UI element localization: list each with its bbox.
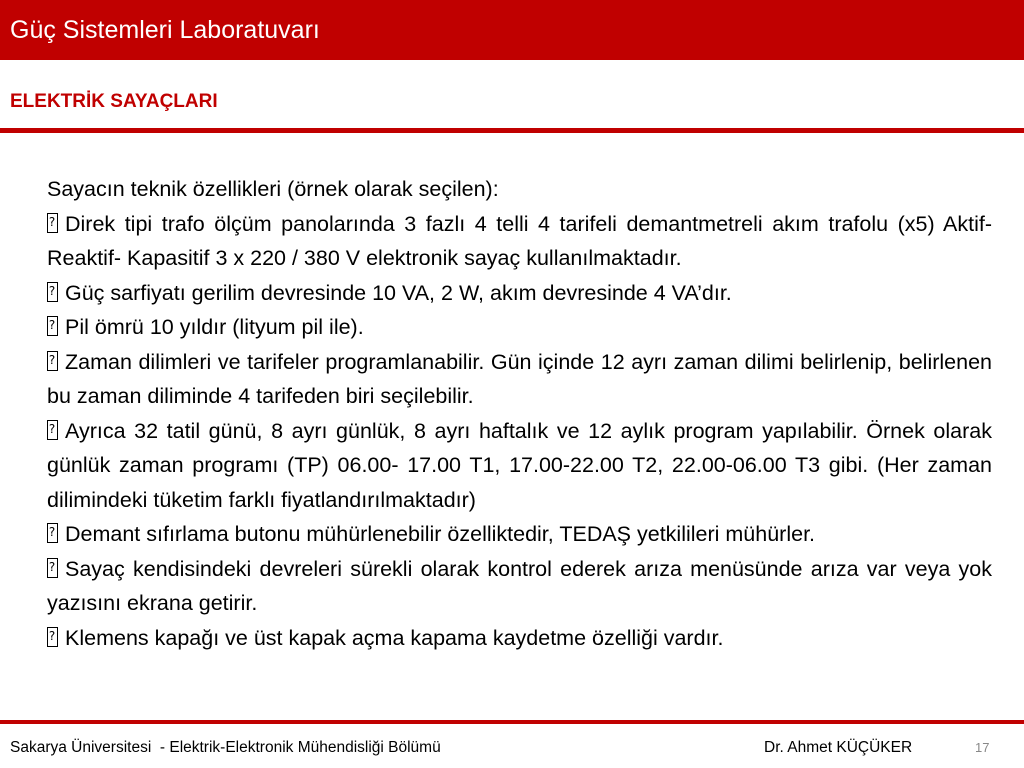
content-body [47,172,992,655]
bullet-text: Klemens kapağı ve üst kapak açma kapama kaydetme özelliği vardır. [65,625,724,650]
bullet-item [47,207,992,276]
bottom-divider [0,720,1024,724]
bullet-item [47,517,992,552]
missing-glyph-box-icon [47,316,58,336]
missing-glyph-box-icon [47,213,58,233]
bullet-text: Güç sarfiyatı gerilim devresinde 10 VA, 2 W, akım devresinde 4 VA’dır. [65,280,732,305]
missing-glyph-box-icon [47,523,58,543]
missing-glyph-box-icon [47,282,58,302]
page-number: 17 [975,740,990,755]
bullet-text: Demant sıfırlama butonu mühürlenebilir özelliktedir, TEDAŞ yetkilileri mühürler. [65,522,816,546]
intro-paragraph: Sayacın teknik özellikleri (örnek olarak seçilen): [47,177,499,201]
header-title: Güç Sistemleri Laboratuvarı [10,16,320,44]
bullet-item [47,621,992,656]
bullet-text: Direk tipi trafo ölçüm panolarında 3 fazlı 4 telli 4 tarifeli demantmetreli akım trafolu (x5) Aktif- Reaktif- Kapasitif 3 x 220 / 380 V elektronik sayaç kullanılmaktadır. [47,211,992,270]
bullet-text: Zaman dilimleri ve tarifeler programlanabilir. Gün içinde 12 ayrı zaman dilimi belirlenip, belirlenen bu zaman diliminde 4 tarifeden biri seçilebilir. [47,349,992,408]
missing-glyph-box-icon [47,351,58,371]
bullet-text: Pil ömrü 10 yıldır (lityum pil ile). [65,315,364,339]
missing-glyph-box-icon [47,420,58,440]
bullet-text: Sayaç kendisindeki devreleri sürekli olarak kontrol ederek arıza menüsünde arıza var veya yok yazısını ekrana getirir. [47,556,992,615]
bullet-item [47,310,992,345]
section-title: ELEKTRİK SAYAÇLARI [10,91,218,112]
bullet-item [47,552,992,621]
footer-institution: Sakarya Üniversitesi - Elektrik-Elektronik Mühendisliği Bölümü [10,739,441,756]
bullet-text: Ayrıca 32 tatil günü, 8 ayrı günlük, 8 ayrı haftalık ve 12 aylık program yapılabilir. Örnek olarak günlük zaman programı (TP) 06.00- 17.00 T1, 17.00-22.00 T2, 22.00-06.00 T3 gibi. (Her zaman dilimindeki tüketim farklı fiyatlandırılmaktadır) [47,418,992,512]
footer-author: Dr. Ahmet KÜÇÜKER [764,739,913,756]
top-divider [0,128,1024,133]
bullet-item [47,276,992,311]
bullet-item [47,345,992,414]
missing-glyph-box-icon [47,558,58,578]
bullet-item [47,414,992,518]
missing-glyph-box-icon [47,627,58,647]
header-bar [0,0,1024,60]
